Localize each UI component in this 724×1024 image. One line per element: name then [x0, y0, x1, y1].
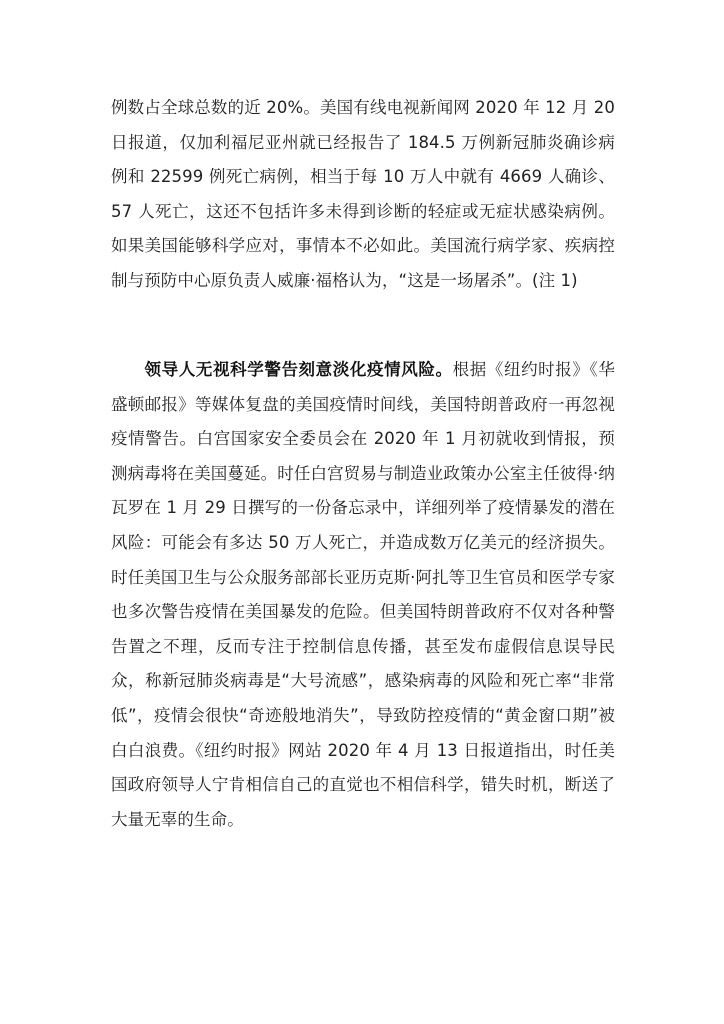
paragraph-lead-sentence: 领导人无视科学警告刻意淡化疫情风险。 — [144, 360, 453, 379]
paragraph-leadership-ignored-warnings — [111, 353, 615, 837]
paragraph-continued-statistics: 例数占全球总数的近 20%。美国有线电视新闻网 2020 年 12 月 20 日报道，仅加利福尼亚州就已经报告了 184.5 万例新冠肺炎确诊病例和 22599 例死亡病例，相当于每 10 万人中就有 4669 人确诊、57 人死亡，这还不包括许多未得到诊断的轻症或无症状感染病例。如果美国能够科学应对，事情本不必如此。美国流行病学家、疾病控制与预防中心原负责人威廉·福格认为，“这是一场屠杀”。(注 1) — [111, 98, 615, 290]
paragraph-body-text: 根据《纽约时报》《华盛顿邮报》等媒体复盘的美国疫情时间线，美国特朗普政府一再忽视疫情警告。白宫国家安全委员会在 2020 年 1 月初就收到情报，预测病毒将在美国蔓延。时任白宫贸易与制造业政策办公室主任彼得·纳瓦罗在 1 月 29 日撰写的一份备忘录中，详细列举了疫情暴发的潜在风险：可能会有多达 50 万人死亡，并造成数万亿美元的经济损失。时任美国卫生与公众服务部部长亚历克斯·阿扎等卫生官员和医学专家也多次警告疫情在美国暴发的危险。但美国特朗普政府不仅对各种警告置之不理，反而专注于控制信息传播，甚至发布虚假信息误导民众，称新冠肺炎病毒是“大号流感”，感染病毒的风险和死亡率“非常低”，疫情会很快“奇迹般地消失”，导致防控疫情的“黄金窗口期”被白白浪费。《纽约时报》网站 2020 年 4 月 13 日报道指出，时任美国政府领导人宁肯相信自己的直觉也不相信科学，错失时机，断送了大量无辜的生命。 — [111, 360, 615, 829]
